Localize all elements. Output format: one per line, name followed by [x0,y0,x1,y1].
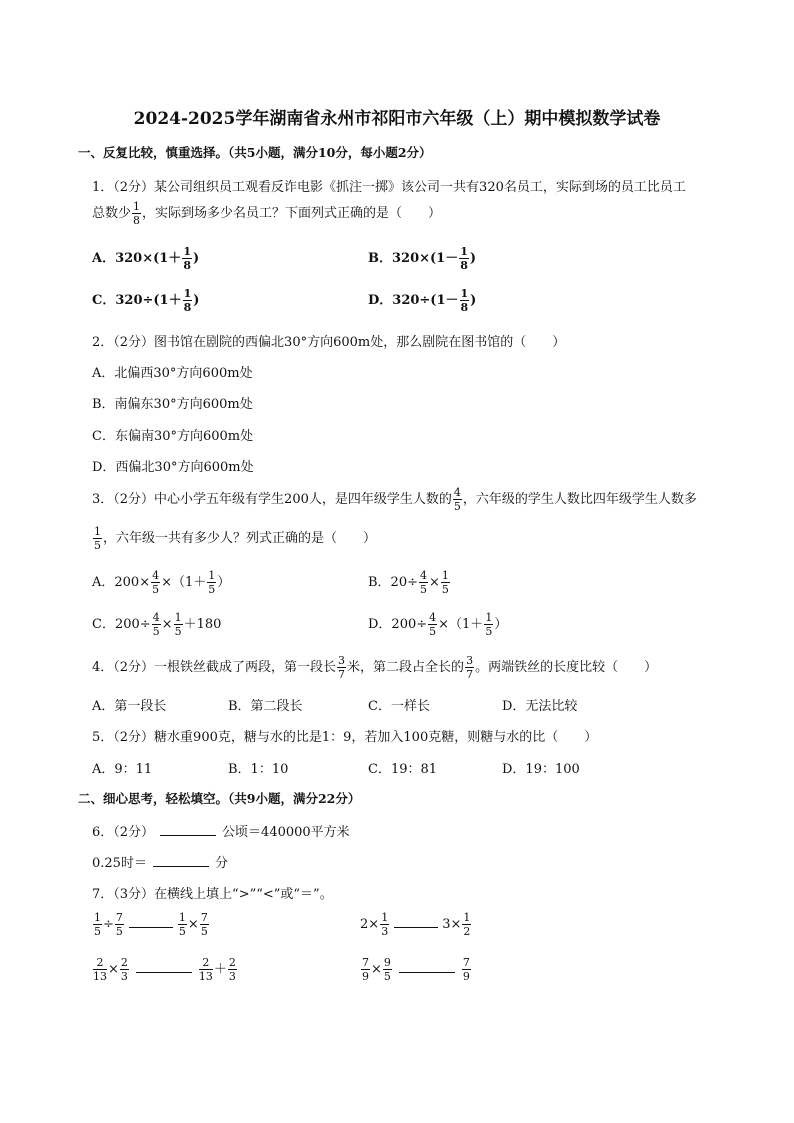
fraction [337,655,346,680]
fraction [453,487,462,512]
text-segment: 5 [441,583,449,596]
text-segment: 1 [381,911,389,924]
text-segment: ） [494,617,508,632]
text-segment: ，实际到场多少名员工？下面列式正确的是（ ） [142,206,442,221]
fraction [441,570,450,595]
fraction [380,912,389,937]
q7-compare-1 [92,912,210,937]
text-segment: 2 [199,957,213,970]
q7-compare-4 [360,957,472,982]
text-segment: ，六年级一共有多少人？列式正确的是（ ） [103,531,377,546]
text-segment: 3．（2分）中心小学五年级有学生200人，是四年级学生人数的 [92,492,452,507]
text-segment: D．320÷(1－ [368,293,459,308]
text-segment: 7 [200,911,208,924]
q2-option-a[interactable]: A．北偏西30°方向600m处 [92,366,253,381]
q4-option-c[interactable]: C．一样长 [368,699,430,714]
text-segment: ，六年级的学生人数比四年级学生人数多 [462,492,697,507]
fraction [459,246,469,271]
q2-stem: 2．（2分）图书馆在剧院的西偏北30°方向600m处，那么剧院在图书馆的（ ） [92,335,566,350]
text-segment: 4 [152,611,160,624]
text-segment: 3 [120,970,128,983]
text-segment: ×（1＋ [438,617,484,632]
text-segment: 8 [133,214,141,227]
fraction [120,957,129,982]
answer-blank[interactable] [153,854,209,867]
text-segment: 1 [460,287,469,300]
text-segment: ÷ [103,917,114,932]
answer-blank[interactable] [129,915,173,928]
q1-option-d[interactable] [368,288,476,313]
fraction [419,570,428,595]
q4-option-d[interactable]: D．无法比较 [502,699,578,714]
text-segment: 7 [462,956,470,969]
text-segment: C．320÷(1＋ [92,293,182,308]
page-title: 2024-2025学年湖南省永州市祁阳市六年级（上）期中模拟数学试卷 [133,109,661,129]
text-segment: × [187,917,199,932]
text-segment: 5 [152,583,160,596]
q3-option-a[interactable] [92,570,230,595]
q1-stem-line1: 1．（2分）某公司组织员工观看反诈电影《抓注一掷》该公司一共有320名员工，实际到场的员工比员工 [92,180,686,195]
text-segment: 5 [200,925,208,938]
q5-stem: 5．（2分）糖水重900克，糖与水的比是1：9，若加入100克糖，则糖与水的比（ ） [92,730,598,745]
text-segment: 2 [228,956,236,969]
answer-blank[interactable] [160,823,216,836]
text-segment: 4 [420,569,427,582]
q6-line1 [92,821,350,840]
text-segment: ＋180 [183,617,222,632]
text-segment: 1 [183,287,192,300]
q3-option-c[interactable] [92,612,221,637]
text-segment: 1 [460,245,468,258]
text-segment: ) [193,293,200,308]
text-segment: 1 [208,569,216,582]
text-segment: 0.25时＝ [92,856,147,871]
fraction [200,912,209,937]
q3-stem-line1 [92,487,697,512]
text-segment: 1 [174,611,182,624]
text-segment: 7 [362,956,369,969]
text-segment: 5 [429,625,437,638]
answer-blank[interactable] [394,915,438,928]
text-segment: 3 [381,925,389,938]
text-segment: 公顷＝440000平方米 [222,825,350,840]
q4-option-a[interactable]: A．第一段长 [92,699,167,714]
q6-line2 [92,852,228,871]
text-segment: C．200÷ [92,617,151,632]
text-segment: ) [192,251,200,266]
q1-option-b[interactable] [368,246,476,271]
text-segment: 3 [228,970,236,983]
text-segment: 3 [466,654,474,667]
q3-stem-line2 [92,526,376,551]
text-segment: A．320×(1＋ [92,251,182,266]
fraction [383,957,392,982]
text-segment: 1 [178,911,186,924]
text-segment: 1 [441,569,449,582]
answer-blank[interactable] [399,960,455,973]
text-segment: 5 [94,925,101,938]
text-segment: 1 [463,911,471,924]
text-segment: × [161,617,173,632]
fraction [115,912,124,937]
fraction [174,612,183,637]
text-segment: 9 [462,970,470,983]
q4-stem [92,655,657,680]
q7-stem: 7．（3分）在横线上填上“>”“<”或“＝”。 [92,887,333,902]
text-segment: 。两端铁丝的长度比较（ ） [475,660,658,675]
q5-option-c[interactable]: C．19：81 [368,762,438,777]
q2-option-d[interactable]: D．西偏北30°方向600m处 [92,460,254,475]
text-segment: 4 [429,611,437,624]
q1-option-c[interactable] [92,288,199,313]
fraction [178,912,187,937]
text-segment: 4 [152,569,160,582]
text-segment: 3 [442,917,451,932]
text-segment: 1 [94,911,101,924]
text-segment: B．20÷ [368,575,418,590]
text-segment: × [429,575,440,590]
text-segment: 9 [362,970,369,983]
text-segment: B．320×(1－ [368,251,459,266]
text-segment: 总数少 [92,206,132,221]
text-segment: 13 [93,970,107,983]
fraction [132,201,141,226]
text-segment: 5 [152,625,160,638]
text-segment: 2 [360,917,369,932]
section-1-heading: 一、反复比较，慎重选择。（共5小题，满分10分，每小题2分） [78,145,432,160]
text-segment: × [368,917,380,932]
text-segment: 5 [383,970,391,983]
q1-option-a[interactable] [92,246,199,271]
fraction [228,957,237,982]
text-segment: 5 [174,625,182,638]
q7-compare-3 [92,957,238,982]
text-segment: 2 [120,956,128,969]
q7-compare-2 [360,912,472,937]
q5-option-d[interactable]: D．19：100 [502,762,580,777]
fraction [465,655,474,680]
text-segment: 8 [460,301,469,314]
text-segment: D．200÷ [368,617,428,632]
text-segment: 8 [183,259,191,272]
text-segment: 5 [94,539,101,552]
text-segment: ＋ [213,962,227,977]
text-segment: 3 [338,654,346,667]
text-segment: 5 [420,583,427,596]
q3-option-b[interactable] [368,570,451,595]
fraction [428,612,437,637]
fraction [361,957,370,982]
text-segment: ) [470,293,477,308]
q5-option-b[interactable]: B．1：10 [228,762,289,777]
answer-blank[interactable] [136,960,192,973]
fraction [462,912,471,937]
text-segment: 5 [485,625,493,638]
fraction [484,612,493,637]
text-segment: 1 [133,200,141,213]
text-segment: × [450,917,462,932]
fraction [93,526,102,551]
fraction [207,570,216,595]
q3-option-d[interactable] [368,612,507,637]
text-segment: × [108,962,119,977]
text-segment: 9 [383,956,391,969]
text-segment: 7 [115,911,123,924]
text-segment: 5 [115,925,123,938]
text-segment: 5 [178,925,186,938]
q2-option-c[interactable]: C．东偏南30°方向600m处 [92,429,254,444]
text-segment: 6．（2分） [92,825,155,840]
text-segment: 4．（2分）一根铁丝截成了两段，第一段长 [92,660,337,675]
text-segment: × [371,962,382,977]
fraction [182,246,192,271]
text-segment: 2 [93,957,107,970]
text-segment: 7 [338,668,346,681]
text-segment: A．200× [92,575,151,590]
fraction [93,957,107,982]
text-segment: 分 [214,856,228,871]
text-segment: 5 [208,583,216,596]
text-segment: 1 [94,525,101,538]
fraction [460,288,470,313]
text-segment: 7 [466,668,474,681]
q4-option-b[interactable]: B．第二段长 [228,699,303,714]
text-segment: ) [469,251,477,266]
fraction [151,570,160,595]
text-segment: 4 [453,486,461,499]
text-segment: 1 [183,245,191,258]
q2-option-b[interactable]: B．南偏东30°方向600m处 [92,397,253,412]
text-segment: 米，第二段占全长的 [347,660,465,675]
fraction [93,912,102,937]
text-segment: ×（1＋ [161,575,207,590]
text-segment: ） [217,575,231,590]
section-2-heading: 二、细心思考，轻松填空。（共9小题，满分22分） [78,791,361,806]
text-segment: 8 [183,301,192,314]
text-segment: 8 [460,259,468,272]
text-segment: 1 [485,611,493,624]
text-segment: 2 [463,925,471,938]
fraction [199,957,213,982]
q5-option-a[interactable]: A．9：11 [92,762,153,777]
fraction [183,288,193,313]
q1-stem-line2 [92,201,441,226]
fraction [152,612,161,637]
text-segment: 13 [198,970,213,983]
fraction [462,957,471,982]
text-segment: 5 [453,500,461,513]
